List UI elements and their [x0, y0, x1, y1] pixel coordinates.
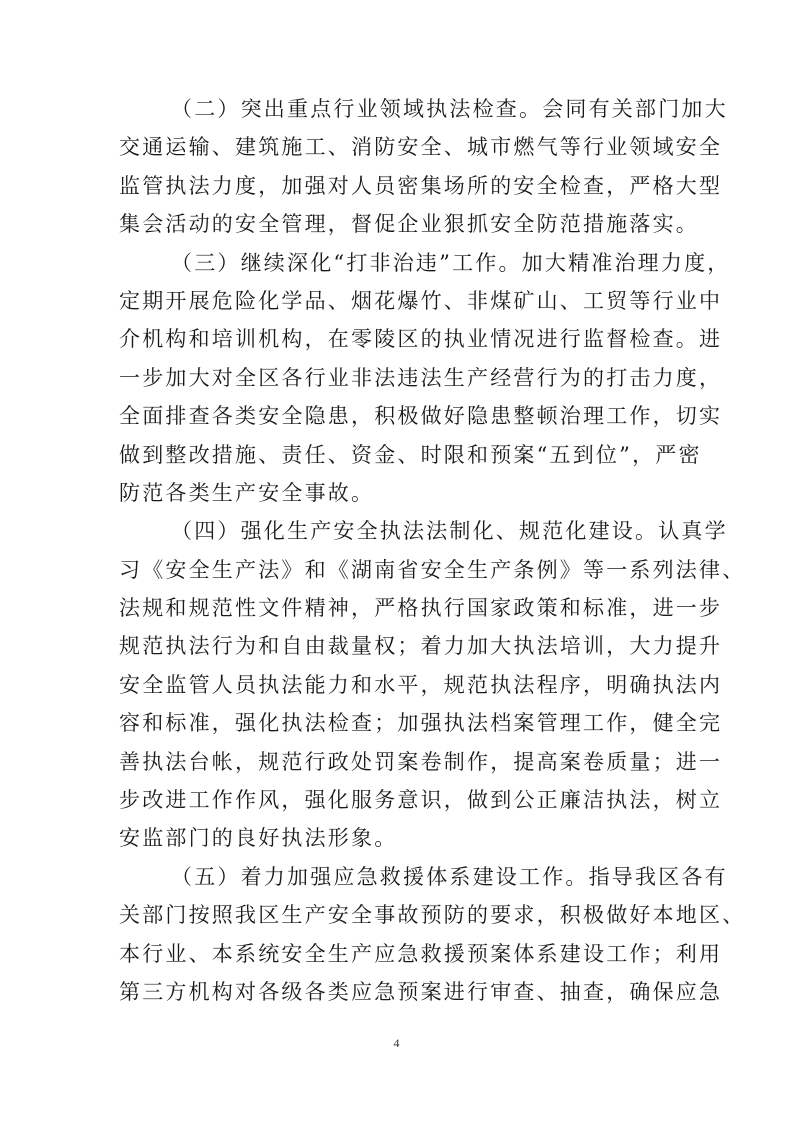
text-line: 本行业、本系统安全生产应急救援预案体系建设工作；利用 [119, 941, 723, 966]
text-line: 第三方机构对各级各类应急预案进行审查、抽查，确保应急 [119, 979, 723, 1004]
text-line: （二）突出重点行业领域执法检查。会同有关部门加大 [171, 97, 728, 121]
text-line: 规范执法行为和自由裁量权；着力加大执法培训，大力提升 [119, 634, 723, 659]
paragraph-5 [119, 858, 746, 1012]
text-line: 全面排查各类安全隐患，积极做好隐患整顿治理工作，切实 [119, 404, 723, 429]
text-line: （三）继续深化“打非治违”工作。加大精准治理力度， [171, 250, 731, 275]
paragraph-2 [119, 90, 728, 244]
text-line: 法规和规范性文件精神，严格执行国家政策和标准，进一步 [119, 596, 723, 621]
text-line: 步改进工作作风，强化服务意识，做到公正廉洁执法，树立 [119, 788, 723, 813]
paragraph-4 [119, 512, 746, 858]
text-line: 防范各类生产安全事故。 [119, 480, 375, 505]
text-line: 一步加大对全区各行业非法违法生产经营行为的打击力度， [119, 365, 723, 390]
text-line: 交通运输、建筑施工、消防安全、城市燃气等行业领域安全 [119, 135, 723, 160]
text-line: 关部门按照我区生产安全事故预防的要求，积极做好本地区、 [119, 903, 746, 928]
text-line: （五）着力加强应急救援体系建设工作。指导我区各有 [171, 864, 728, 889]
text-line: 安监部门的良好执法形象。 [119, 826, 398, 851]
text-line: 集会活动的安全管理，督促企业狠抓安全防范措施落实。 [119, 212, 699, 237]
text-line: 习《安全生产法》和《湖南省安全生产条例》等一系列法律、 [119, 557, 746, 582]
text-line: 安全监管人员执法能力和水平，规范执法程序，明确执法内 [119, 672, 723, 697]
text-line: 容和标准，强化执法检查；加强执法档案管理工作，健全完 [119, 711, 723, 736]
document-body [119, 90, 746, 1011]
text-line: （四）强化生产安全执法法制化、规范化建设。认真学 [171, 519, 728, 544]
text-line: 监管执法力度，加强对人员密集场所的安全检查，严格大型 [119, 173, 723, 198]
page-number: 4 [393, 1036, 400, 1050]
text-line: 定期开展危险化学品、烟花爆竹、非煤矿山、工贸等行业中 [119, 288, 723, 313]
paragraph-3 [119, 244, 731, 513]
text-line: 介机构和培训机构，在零陵区的执业情况进行监督检查。进 [119, 327, 723, 352]
text-line: 善执法台帐，规范行政处罚案卷制作，提高案卷质量；进一 [119, 749, 723, 774]
text-line: 做到整改措施、责任、资金、时限和预案“五到位”，严密 [119, 442, 702, 467]
